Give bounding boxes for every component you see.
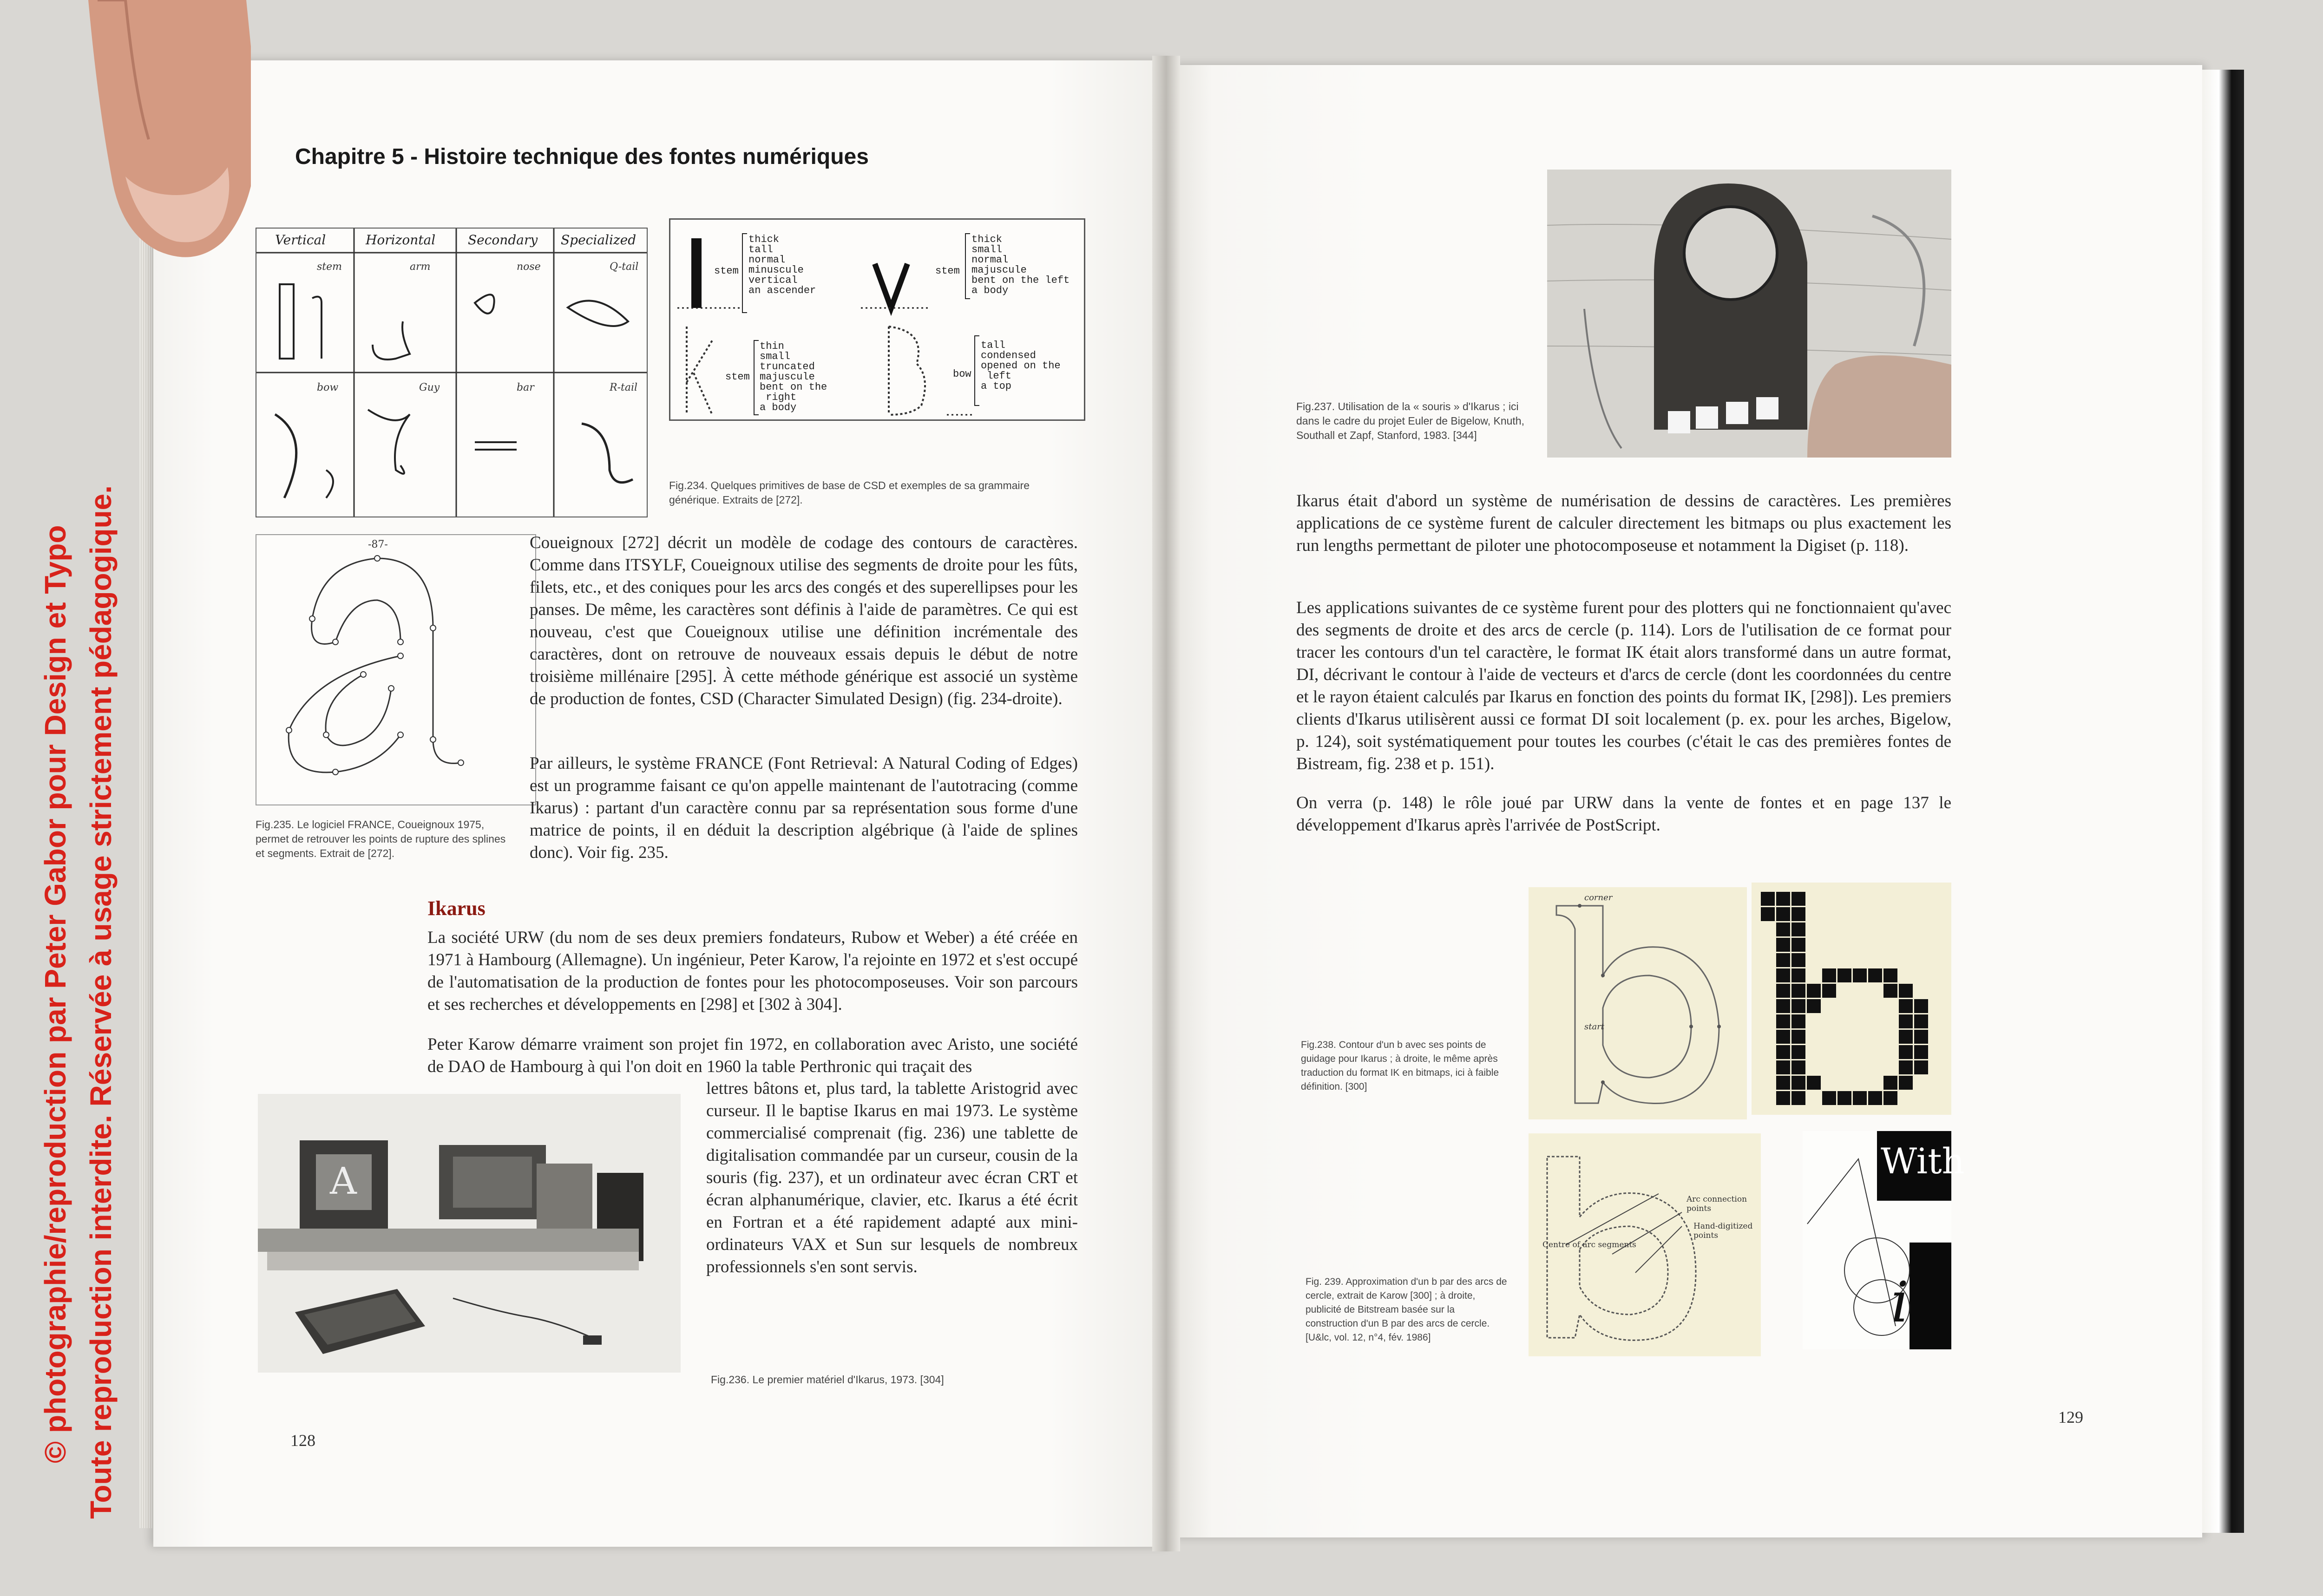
bitmap-pixel [1791, 1014, 1805, 1028]
bitmap-pixel [1776, 984, 1790, 998]
fig238-caption: Fig.238. Contour d'un b avec ses points de guidage pour Ikarus ; à droite, le même après traduction du format IK en bitmaps, ici à faible définition. [300] [1301, 1040, 1499, 1092]
paragraph-plotters: Les applications suivantes de ce système furent pour des plotters qui ne fonctionnaient qu'avec des segments de droite et des arcs de cercle (p. 114). Lors de l'utilisation de ce format pour tracer les contours d'un tel caractère, le format IK était alors transformé dans un autre format, DI, décrivant le contour à l'aide de vecteurs et d'arcs de cercle (dont les coordonnées du centre et le rayon étaient calculés par Ikarus en fonction des points du format IK, [298]). Les premiers clients d'Ikarus utilisèrent aussi ce format DI soit localement (p. ex. pour les arches, Bigelow, p. 124), soit systématiquement pour toutes les courbes (c'était le cas des premières fontes de Bistream, fig. 238 et p. 151). [1296, 598, 1951, 773]
watermark-line-1: © photographie/reproduction par Peter Gabor pour Design et Typo [39, 525, 72, 1463]
bitmap-pixel [1914, 999, 1928, 1013]
fig239-ad-headline: With [1881, 1140, 1965, 1182]
fig238-label-corner: corner [1584, 893, 1613, 903]
bitmap-pixel [1776, 922, 1790, 936]
bitmap-pixel [1822, 1091, 1836, 1105]
book-cover-edge [2202, 70, 2244, 1533]
fig239-arc-approximation [1529, 1133, 1761, 1356]
fig238-label-start: start [1584, 1022, 1605, 1032]
watermark-line-2: Toute reproduction interdite. Réservée à usage strictement pédagogique. [84, 485, 118, 1519]
cell-r-tail: R-tail [610, 382, 638, 393]
fig236-caption: Fig.236. Le premier matériel d'Ikarus, 1973. [304] [711, 1374, 944, 1386]
fig234-caption: Fig.234. Quelques primitives de base de CSD et exemples de sa grammaire générique. Extraits de [272]. [669, 479, 1030, 506]
table-header-horizontal: Horizontal [366, 232, 436, 248]
fig239-caption: Fig. 239. Approximation d'un b par des arcs de cercle, extrait de Karow [300] ; à droite, publicité de Bitstream basée sur la construction d'un B par des arcs de cercle. [U&lc, vol. 12, n°4, fév. 1986] [1306, 1276, 1507, 1343]
paragraph-urw: La société URW (du nom de ses deux premiers fondateurs, Rubow et Weber) a été créée en 1971 à Hambourg (Allemagne). Un ingénieur, Peter Karow, l'a rejointe en 1972 et s'est occupé de l'automatisation de la production de fontes pour les photocomposeuses. Voir son parcours et ses recherches et développements en [298] et [302 à 304]. [427, 928, 1078, 1014]
stem-label-2: stem [935, 265, 960, 277]
fig234-glyph-grammar [669, 218, 1085, 421]
features-k: thin small truncated majuscule bent on the right a body [760, 340, 827, 413]
fig239-bitstream-ad [1803, 1131, 1965, 1349]
bitmap-pixel [1791, 892, 1805, 906]
bitmap-pixel [1776, 1076, 1790, 1090]
fig235-caption: Fig.235. Le logiciel FRANCE, Coueignoux 1975, permet de retrouver les points de rupture des splines et segments. Extrait de [272]. [256, 818, 506, 859]
bitmap-pixel [1899, 1014, 1913, 1028]
paragraph-france: Par ailleurs, le système FRANCE (Font Retrieval: A Natural Coding of Edges) est un programme faisant ce qu'on appelle maintenant de l'autotracing (comme Ikarus) : partant d'un caractère connu par sa représentation sous forme d'une matrice de points, il en déduit la description algébrique (à l'aide de splines donc). Voir fig. 235. [530, 754, 1078, 862]
paragraph-urw-postscript: On verra (p. 148) le rôle joué par URW dans la vente de fontes et en page 137 le développement d'Ikarus après l'arrivée de PostScript. [1296, 793, 1951, 835]
bitmap-pixel [1776, 938, 1790, 952]
bitmap-pixel [1853, 968, 1867, 982]
fig236-ikarus-hardware-photo [258, 1094, 681, 1373]
paragraph-karow-continued: lettres bâtons et, plus tard, la tablette Aristogrid avec curseur. Il le baptise Ikarus en mai 1973. Le système commercialisé comprenait (fig. 236) une tablette de digitalisation commandée par un curseur, cousin de la souris (fig. 237), et un ordinateur avec écran CRT et écran alphanumérique, clavier, etc. Ikarus a été écrit en Fortran et a été rapidement adapté aux mini-ordinateurs VAX et Sun sur lesquels de nombreux professionnels s'en sont servis. [706, 1079, 1078, 1276]
bow-label: bow [953, 368, 971, 380]
fig237-ikarus-mouse-photo [1547, 170, 1951, 458]
bitmap-pixel [1791, 968, 1805, 982]
bitmap-pixel [1899, 1076, 1913, 1090]
cell-stem: stem [317, 261, 342, 273]
bitmap-pixel [1899, 999, 1913, 1013]
bitmap-pixel [1837, 968, 1851, 982]
table-header-vertical: Vertical [275, 232, 326, 248]
cell-arm: arm [410, 261, 431, 273]
page-number-left: 128 [290, 1431, 315, 1450]
fig238-outline-b [1529, 887, 1747, 1119]
stem-label-1: stem [714, 265, 739, 277]
bitmap-pixel [1914, 1045, 1928, 1059]
fig239-label-centre: Centre of arc segments [1542, 1240, 1636, 1249]
bitmap-pixel [1899, 984, 1913, 998]
bitmap-pixel [1899, 1060, 1913, 1074]
features-B: tall condensed opened on the left a top [981, 340, 1061, 392]
bitmap-pixel [1791, 1060, 1805, 1074]
bitmap-pixel [1791, 938, 1805, 952]
bitmap-pixel [1791, 984, 1805, 998]
bitmap-pixel [1791, 953, 1805, 967]
book-gutter [1152, 56, 1180, 1551]
bitmap-pixel [1883, 984, 1897, 998]
bitmap-pixel [1899, 1030, 1913, 1044]
fig235-top-label: -87- [368, 539, 388, 550]
fig239-label-hand-digitized: Hand-digitized points [1693, 1222, 1753, 1240]
bitmap-pixel [1822, 984, 1836, 998]
fig239-label-arc-connection: Arc connection points [1686, 1195, 1747, 1213]
bitmap-pixel [1776, 892, 1790, 906]
fig237-caption: Fig.237. Utilisation de la « souris » d'Ikarus ; ici dans le cadre du projet Euler de Bigelow, Knuth, Southall et Zapf, Stanford, 1983. [344] [1296, 400, 1524, 441]
bitmap-pixel [1776, 1030, 1790, 1044]
bitmap-pixel [1776, 1091, 1790, 1105]
bitmap-pixel [1776, 1060, 1790, 1074]
fig235-france-diagram [256, 534, 536, 805]
bitmap-pixel [1899, 1045, 1913, 1059]
paragraph-digitisation: Ikarus était d'abord un système de numérisation de dessins de caractères. Les premières applications de ce système furent de calculer directement les bitmaps ou plus exactement les run lengths permettant de piloter une photocomposeuse et notamment la Digiset (p. 118). [1296, 491, 1951, 555]
bitmap-pixel [1791, 999, 1805, 1013]
features-l: thick tall normal minuscule vertical an ascender [748, 234, 816, 296]
bitmap-pixel [1883, 1076, 1897, 1090]
bitmap-pixel [1868, 968, 1882, 982]
svg-text:A: A [330, 1159, 357, 1203]
bitmap-pixel [1776, 953, 1790, 967]
bitmap-pixel [1791, 1045, 1805, 1059]
bitmap-pixel [1807, 999, 1821, 1013]
stem-label-3: stem [725, 371, 750, 383]
bitmap-pixel [1761, 907, 1775, 921]
cell-bow: bow [317, 382, 339, 393]
bitmap-pixel [1776, 907, 1790, 921]
cell-nose: nose [517, 261, 541, 273]
paragraph-coueignoux: Coueignoux [272] décrit un modèle de codage des contours de caractères. Comme dans ITSYLF, Coueignoux utilise des segments de droite pour les fûts, filets, etc., et des coniques pour les arcs des congés et des superellipses pour les panses. De même, les caractères sont définis à l'aide de paramètres. Ce qui est nouveau, c'est que Coueignoux utilise une définition incrémentale des caractères, dont on retrouve de nouveaux essais depuis le début de notre troisième millénaire [295]. À cette méthode générique est associé un système de production de fontes, CSD (Character Simulated Design) (fig. 234-droite). [530, 533, 1078, 708]
bitmap-pixel [1822, 968, 1836, 982]
bitmap-pixel [1791, 907, 1805, 921]
bitmap-pixel [1853, 1091, 1867, 1105]
bitmap-pixel [1837, 1091, 1851, 1105]
svg-text:i: i [1891, 1270, 1909, 1335]
bitmap-pixel [1883, 1091, 1897, 1105]
table-header-specialized: Specialized [561, 232, 637, 248]
bitmap-pixel [1776, 1014, 1790, 1028]
bitmap-pixel [1883, 968, 1897, 982]
cell-q-tail: Q-tail [610, 261, 639, 273]
bitmap-pixel [1761, 892, 1775, 906]
bitmap-pixel [1791, 1091, 1805, 1105]
bitmap-pixel [1807, 984, 1821, 998]
bitmap-pixel [1791, 1030, 1805, 1044]
fig234-primitives-table [256, 228, 648, 517]
bitmap-pixel [1807, 1076, 1821, 1090]
features-v: thick small normal majuscule bent on the left a body [971, 234, 1070, 296]
bitmap-pixel [1776, 1045, 1790, 1059]
thumb-image [70, 0, 251, 260]
paragraph-karow-intro: Peter Karow démarre vraiment son projet fin 1972, en collaboration avec Aristo, une société de DAO de Hambourg à qui l'on doit en 1960 la table Perthronic qui traçait des [427, 1035, 1078, 1076]
bitmap-pixel [1776, 968, 1790, 982]
bitmap-pixel [1914, 1060, 1928, 1074]
page-number-right: 129 [2058, 1408, 2083, 1426]
bitmap-pixel [1914, 1030, 1928, 1044]
fig238-bitmap-b [1752, 883, 1951, 1115]
chapter-title: Chapitre 5 - Histoire technique des fontes numériques [295, 144, 869, 169]
bitmap-pixel [1791, 922, 1805, 936]
bitmap-pixel [1776, 999, 1790, 1013]
section-title-ikarus: Ikarus [427, 897, 486, 920]
bitmap-pixel [1914, 1014, 1928, 1028]
cell-bar: bar [517, 382, 534, 393]
cell-guy: Guy [419, 382, 440, 393]
table-header-secondary: Secondary [468, 232, 538, 248]
bitmap-pixel [1791, 1076, 1805, 1090]
bitmap-pixel [1868, 1091, 1882, 1105]
